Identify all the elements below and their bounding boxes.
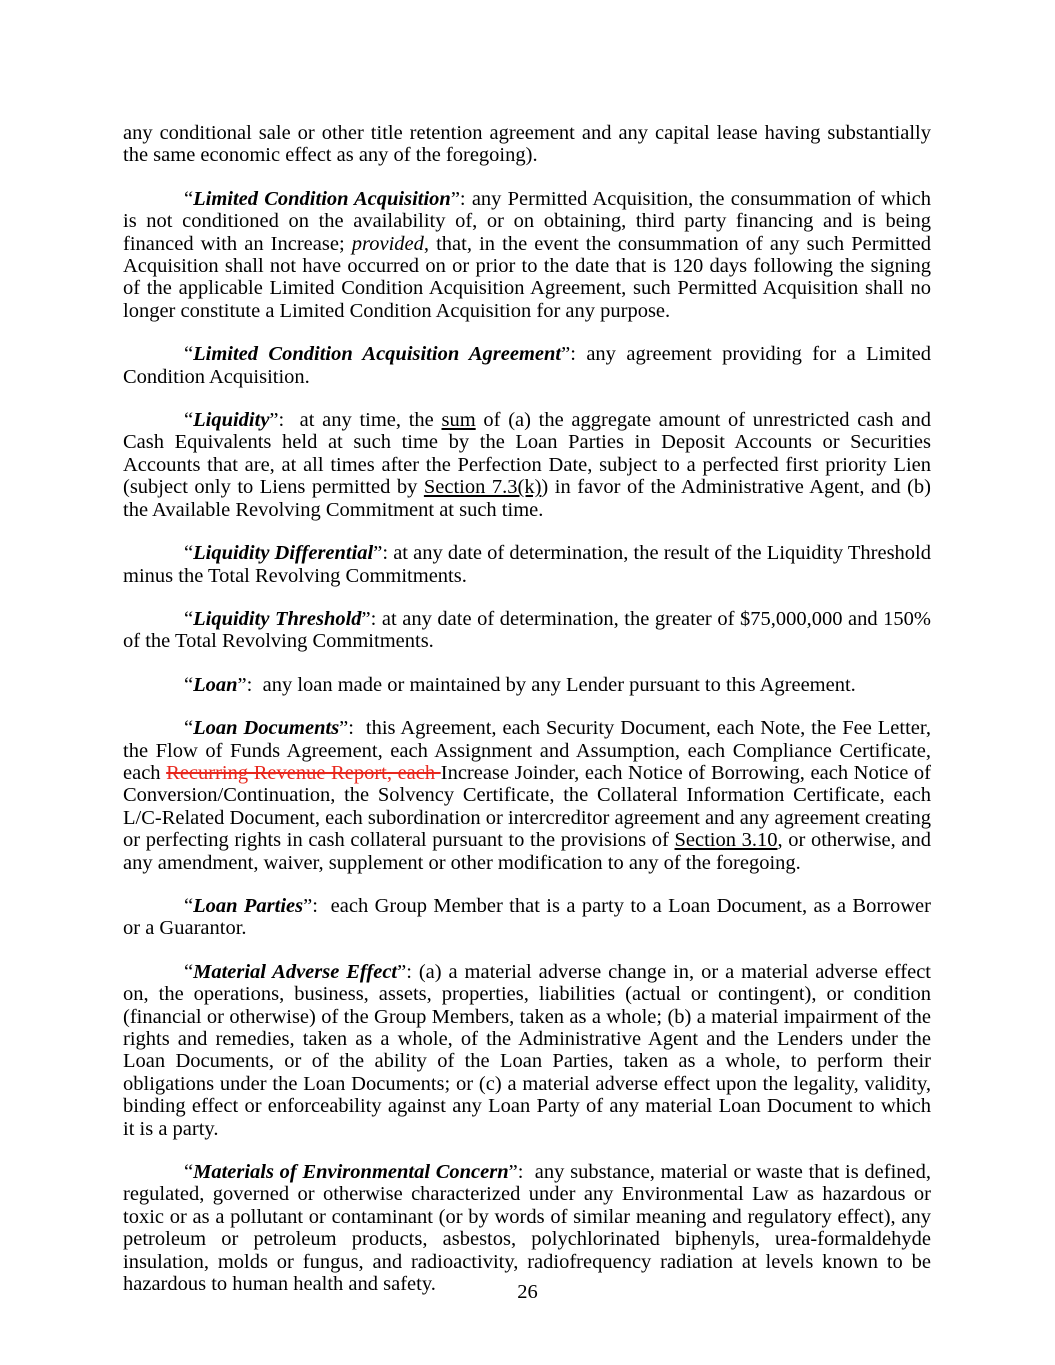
defined-term: Material Adverse Effect (193, 960, 398, 983)
text-segment: ”: any Permitted Acquisition, the consummation of which is not conditioned on the availability of, or on obtaining, third party financing and is being financed with an Increase; (123, 187, 931, 255)
para-limited-condition-acquisition-agreement (123, 343, 931, 388)
para-liquidity (123, 409, 931, 521)
defined-term: Loan (193, 673, 238, 696)
text-segment: , or otherwise, and any amendment, waiver, supplement or other modification to any of the foregoing. (123, 829, 932, 874)
text-segment: ”: (a) a material adverse change in, or a material adverse effect on, the operations, business, assets, properties, liabilities (actual or contingent), or condition (financial or otherwise) of the Group Members, taken as a whole; (b) a material impairment of the rights and remedies, taken as a whole, of the Administrative Agent and the Lenders under the Loan Documents, or of the ability of the Loan Parties, taken as a whole, to perform their obligations under the Loan Documents; or (c) a material adverse effect upon the legality, validity, binding effect or enforceability against any Loan Party of any material Loan Document to which it is a party. (123, 960, 932, 1140)
deleted-text: Recurring Revenue Report, each (166, 761, 441, 784)
document-body (123, 122, 931, 1316)
text-segment: any conditional sale or other title retention agreement and any capital lease having substantially the same economic effect as any of the foregoing). (123, 122, 931, 167)
defined-term: Limited Condition Acquisition (193, 187, 451, 210)
text-segment: provided (351, 232, 424, 255)
page-number: 26 (517, 1281, 538, 1303)
para-capital-lease-continuation (123, 122, 931, 167)
defined-term: Liquidity Threshold (193, 607, 362, 630)
text-segment: ”: this Agreement, each Security Document, each Note, the Fee Letter, the Flow of Funds Agreement, each Assignment and Assumption, each Compliance Certificate, each (123, 717, 931, 784)
text-segment: “ (184, 542, 194, 565)
defined-term: Loan Parties (193, 894, 304, 917)
text-segment: “ (184, 607, 194, 630)
text-segment: ”: at any time, the (269, 409, 442, 432)
text-segment: ) in favor of the Administrative Agent, and (b) the Available Revolving Commitment at such time. (123, 476, 932, 521)
para-loan-parties (123, 895, 931, 940)
text-segment: of (a) the aggregate amount of unrestricted cash and Cash Equivalents held at such time by the Loan Parties in Deposit Accounts or Securities Accounts that are, at all times after the Perfection Date, subject to a perfected first priority Lien (subject only to Liens permitted by (123, 409, 931, 499)
text-segment: “ (184, 343, 194, 366)
text-segment: ”: at any date of determination, the greater of $75,000,000 and 150% of the Total Revolving Commitments. (123, 607, 931, 653)
text-segment: “ (184, 673, 194, 696)
text-segment: “ (184, 894, 194, 917)
text-segment: ”: any agreement providing for a Limited Condition Acquisition. (123, 343, 931, 388)
para-material-adverse-effect (123, 961, 931, 1140)
para-liquidity-differential (123, 542, 931, 587)
para-liquidity-threshold (123, 608, 931, 653)
defined-term: Loan Documents (193, 717, 340, 740)
text-segment: ”: each Group Member that is a party to a Loan Document, as a Borrower or a Guarantor. (123, 894, 931, 940)
text-segment: “ (184, 960, 194, 983)
text-segment: , that, in the event the consummation of any such Permitted Acquisition shall not have occurred on or prior to the date that is 120 days following the signing of the applicable Limited Condition Acquisition Agreement, such Permitted Acquisition shall no longer constitute a Limited Condition Acquisition for any purpose. (123, 232, 931, 322)
text-segment: ”: any substance, material or waste that is defined, regulated, governed or otherwise characterized under any Environmental Law as hazardous or toxic or as a pollutant or contaminant (or by words of similar meaning and regulatory effect), any petroleum or petroleum products, asbestos, polychlorinated biphenyls, urea-formaldehyde insulation, molds or fungus, and radioactivity, radiofrequency radiation at levels known to be hazardous to human health and safety. (123, 1161, 931, 1296)
text-segment: ”: at any date of determination, the result of the Liquidity Threshold minus the Total Revolving Commitments. (123, 542, 931, 587)
text-segment: sum (441, 409, 476, 432)
para-materials-of-environmental-concern (123, 1161, 931, 1295)
para-loan-documents (123, 717, 931, 874)
defined-term: Liquidity Differential (193, 542, 374, 565)
defined-term: Limited Condition Acquisition Agreement (193, 343, 562, 366)
text-segment: “ (184, 717, 194, 740)
para-limited-condition-acquisition (123, 188, 931, 322)
para-loan (123, 674, 931, 696)
text-segment: “ (184, 187, 194, 210)
section-reference: Section 7.3(k) (423, 476, 542, 499)
text-segment: Increase Joinder, each Notice of Borrowing, each Notice of Conversion/Continuation, the Solvency Certificate, the Collateral Information Certificate, each L/C-Related Document, each subordination or intercreditor agreement and any agreement creating or perfecting rights in cash collateral pursuant to the provisions of (123, 761, 932, 852)
text-segment: ”: any loan made or maintained by any Lender pursuant to this Agreement. (237, 673, 856, 696)
defined-term: Liquidity (193, 409, 270, 432)
section-reference: Section 3.10 (674, 829, 778, 852)
defined-term: Materials of Environmental Concern (193, 1161, 509, 1184)
text-segment: “ (184, 1161, 194, 1184)
text-segment: “ (184, 409, 194, 432)
